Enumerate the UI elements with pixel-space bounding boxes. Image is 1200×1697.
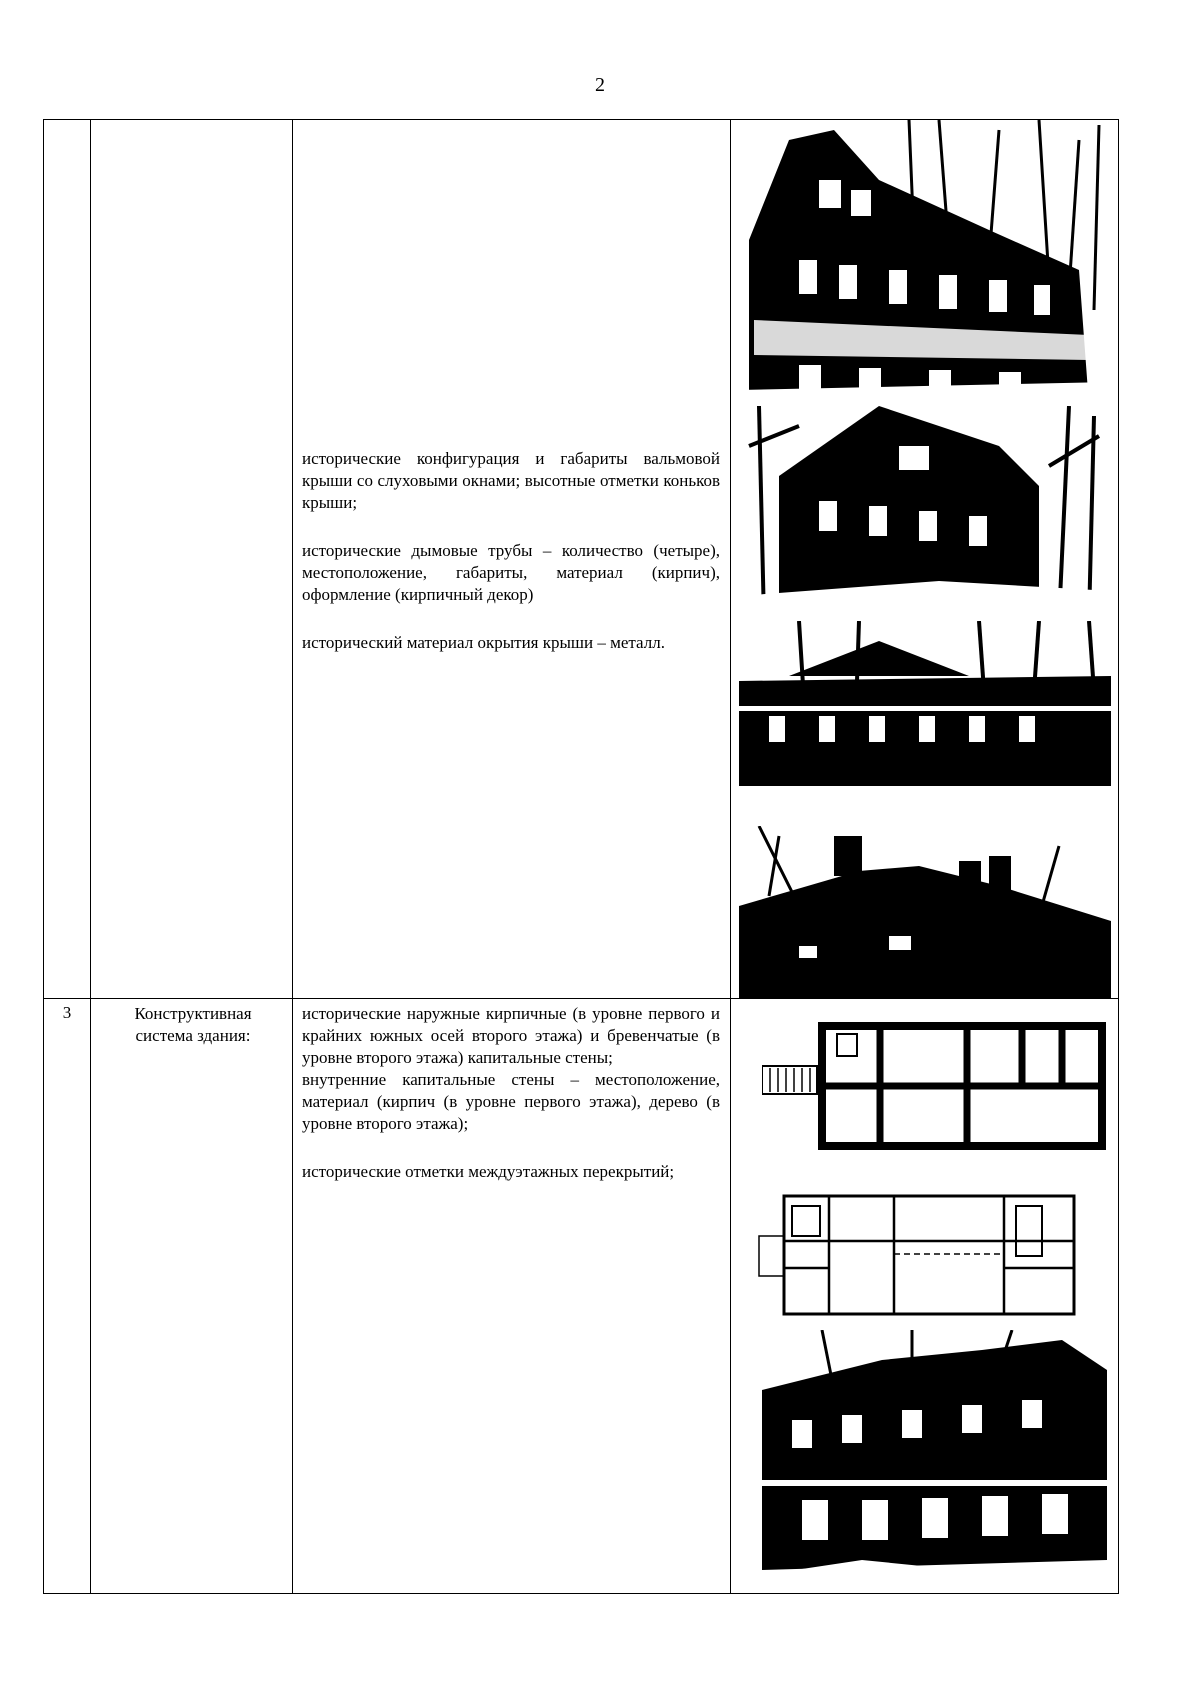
floor-plan <box>754 1186 1104 1324</box>
building-photo <box>762 1330 1107 1593</box>
building-photo <box>739 826 1111 998</box>
external-walls-text: исторические наружные кирпичные (в уровне первого и крайних южных осей второго этажа) и бревенчатые (в уровне второго этажа) капитальные стены; <box>302 1004 720 1067</box>
roof-material-text: исторический материал окрытия крыши – металл. <box>302 633 665 652</box>
building-photo <box>739 406 1111 620</box>
floor-plan <box>762 1016 1112 1158</box>
column-divider <box>90 120 91 1593</box>
floor-levels-text: исторические отметки междуэтажных перекрытий; <box>302 1162 675 1181</box>
row-number: 3 <box>62 1003 72 1022</box>
building-photo <box>739 621 1111 786</box>
row-divider <box>44 998 1118 999</box>
chimneys-text: исторические дымовые трубы – количество (четыре), местоположение, габариты, материал (кирпич), оформление (кирпичный декор) <box>302 541 720 604</box>
roof-configuration-text: исторические конфигурация и габариты вальмовой крыши со слуховыми окнами; высотные отметки коньков крыши; <box>302 449 720 512</box>
page-number: 2 <box>595 74 605 96</box>
structural-description <box>302 1003 720 1183</box>
building-photo <box>739 120 1111 405</box>
column-divider <box>730 120 731 1593</box>
protection-table <box>43 119 1119 1594</box>
roof-description <box>302 448 720 654</box>
feature-name: Конструктивная система здания: <box>134 1004 252 1045</box>
column-divider <box>292 120 293 1593</box>
internal-walls-text: внутренние капитальные стены – местоположение, материал (кирпич (в уровне первого этажа), дерево (в уровне второго этажа); <box>302 1070 720 1133</box>
